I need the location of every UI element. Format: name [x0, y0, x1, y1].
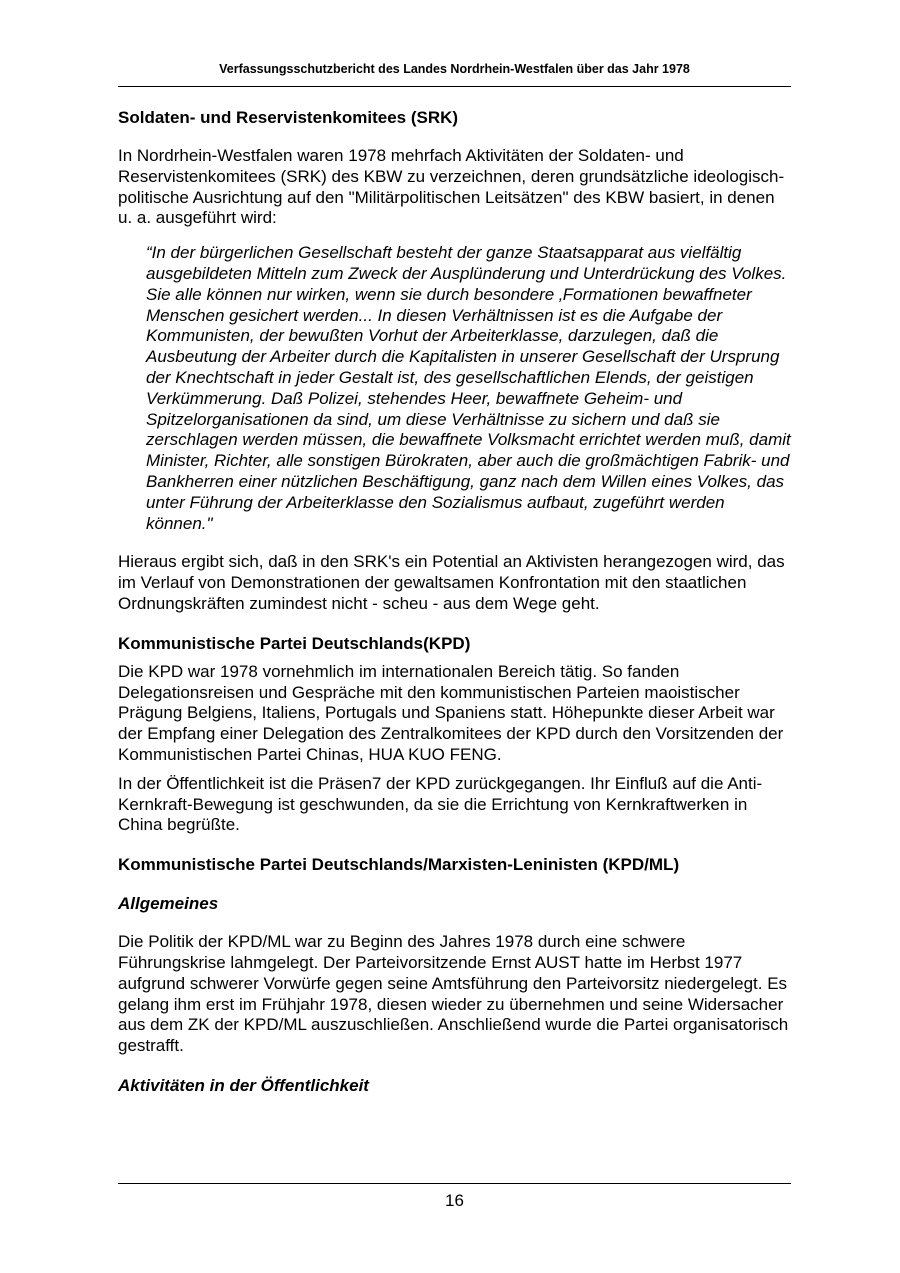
kpd-paragraph-2: In der Öffentlichkeit ist die Präsen7 der KPD zurückgegangen. Ihr Einfluß auf die Anti-Kernkraft-Bewegung ist geschwunden, da sie die Errichtung von Kernkraftwerken in China begrüßte.: [118, 773, 763, 835]
allgemeines-heading: Allgemeines: [118, 894, 219, 914]
page-number: 16: [445, 1191, 464, 1210]
srk-quote: “In der bürgerlichen Gesellschaft besteht der ganze Staatsapparat aus vielfältig ausgebildeten Mitteln zum Zweck der Ausplünderung und Unterdrückung des Volkes. Sie alle können nur wirken, wenn sie durch besondere ‚Formationen bewaffneter Menschen gesichert werden... In diesen Verhältnissen ist es die Aufgabe der Kommunisten, der bewußten Vorhut der Arbeiterklasse, darzulegen, daß die Ausbeutung der Arbeiter durch die Kapitalisten in unserer Gesellschaft der Ursprung der Knechtschaft in jeder Gestalt ist, des gesellschaftlichen Elends, der geistigen Verkümmerung. Daß Polizei, stehendes Heer, bewaffnete Geheim- und Spitzelorganisationen da sind, um diese Verhältnisse zu sichern und daß sie zerschlagen werden müssen, die bewaffnete Volksmacht errichtet werden muß, damit Minister, Richter, alle sonstigen Bürokraten, aber auch die großmächtigen Fabrik- und Bankherren einer nützlichen Beschäftigung, ganz nach dem Willen eines Volkes, das unter Führung der Arbeiterklasse den Sozialismus aufbaut, zugeführt werden können.": [146, 243, 791, 533]
srk-intro-paragraph: In Nordrhein-Westfalen waren 1978 mehrfach Aktivitäten der Soldaten- und Reservistenkomitees (SRK) des KBW zu verzeichnen, deren grundsätzliche ideologisch-politische Ausrichtung auf den "Militärpolitischen Leitsätzen" des KBW basiert, in denen u. a. ausgeführt wird:: [118, 146, 785, 228]
kpd-heading: Kommunistische Partei Deutschlands(KPD): [118, 633, 471, 653]
allgemeines-paragraph: Die Politik der KPD/ML war zu Beginn des Jahres 1978 durch eine schwere Führungskrise lahmgelegt. Der Parteivorsitzende Ernst AUST hatte im Herbst 1977 aufgrund schwerer Vorwürfe gegen seine Amtsführung den Parteivorsitz niedergelegt. Es gelang ihm erst im Frühjahr 1978, diesen wieder zu übernehmen und seine Widersacher aus dem ZK der KPD/ML auszuschließen. Anschließend wurde die Partei organisatorisch gestrafft.: [118, 932, 789, 1056]
footer-rule: [118, 1183, 791, 1184]
srk-heading: Soldaten- und Reservistenkomitees (SRK): [118, 108, 459, 127]
kpdml-heading: Kommunistische Partei Deutschlands/Marxisten-Leninisten (KPD/ML): [118, 855, 680, 875]
page-content: [118, 107, 791, 1096]
srk-conclusion-paragraph: Hieraus ergibt sich, daß in den SRK's ein Potential an Aktivisten herangezogen wird, das im Verlauf von Demonstrationen der gewaltsamen Konfrontation mit den staatlichen Ordnungskräften zumindest nicht - scheu - aus dem Wege geht.: [118, 552, 785, 613]
aktivitaeten-heading: Aktivitäten in der Öffentlichkeit: [118, 1075, 369, 1095]
running-header: Verfassungsschutzbericht des Landes Nordrhein-Westfalen über das Jahr 1978: [219, 62, 690, 76]
kpd-paragraph-1: Die KPD war 1978 vornehmlich im internationalen Bereich tätig. So fanden Delegationsreisen und Gespräche mit den kommunistischen Parteien maoistischer Prägung Belgiens, Italiens, Portugals und Spaniens statt. Höhepunkte dieser Arbeit war der Empfang einer Delegation des Zentralkomitees der KPD durch den Vorsitzenden der Kommunistischen Partei Chinas, HUA KUO FENG.: [118, 661, 784, 764]
header-rule: [118, 86, 791, 87]
